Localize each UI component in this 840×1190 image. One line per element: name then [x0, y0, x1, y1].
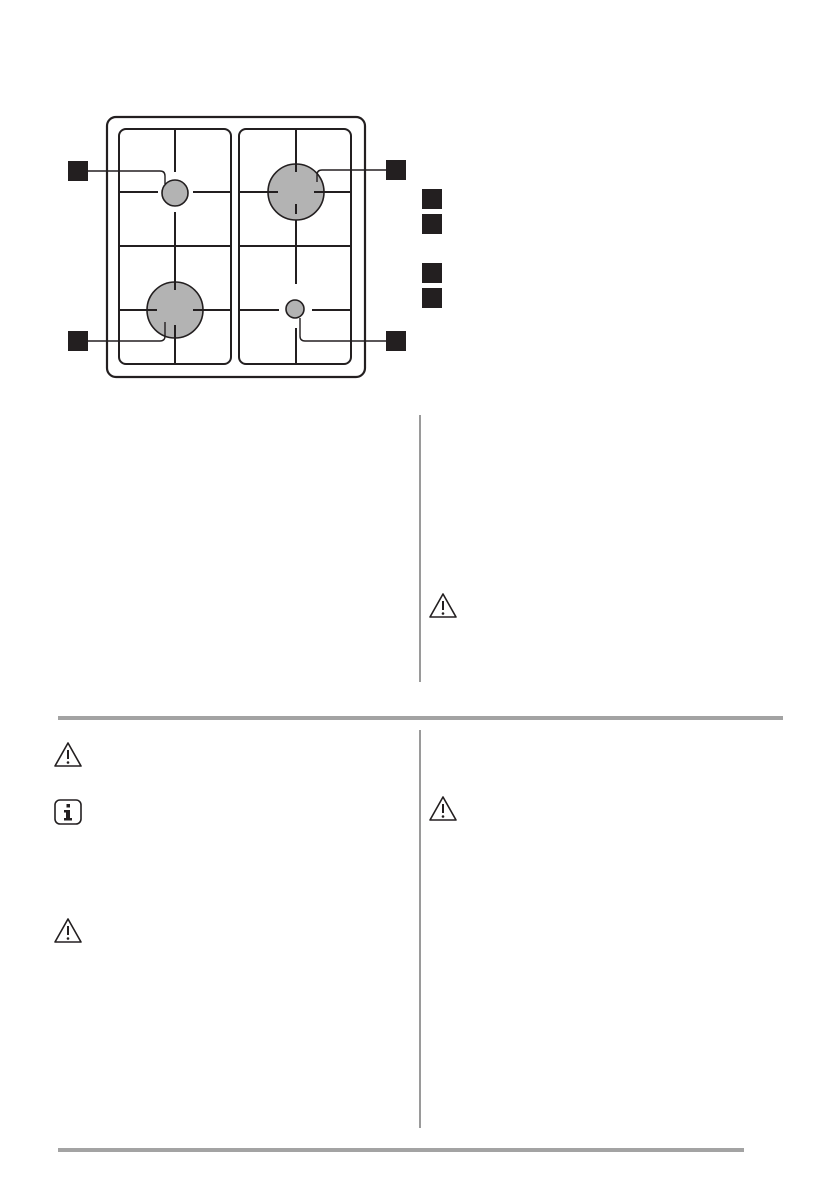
- hob-diagram: [55, 110, 415, 385]
- warning-icon: [53, 741, 83, 769]
- info-icon: [53, 798, 83, 826]
- column-divider-lower: [419, 730, 421, 1128]
- section-rule-upper: [58, 716, 783, 720]
- legend-marker-2: [422, 214, 442, 234]
- callout-marker-rear-left: [68, 161, 88, 181]
- column-divider-upper: [419, 415, 421, 682]
- section-rule-bottom: [58, 1148, 744, 1152]
- warning-icon: [428, 592, 458, 620]
- callout-marker-front-right: [386, 331, 406, 351]
- warning-icon: [53, 917, 83, 945]
- callout-marker-front-left: [68, 331, 88, 351]
- callout-marker-rear-right: [386, 160, 406, 180]
- legend-marker-3: [422, 263, 442, 283]
- warning-icon: [428, 795, 458, 823]
- legend-marker-4: [422, 288, 442, 308]
- legend-marker-1: [422, 189, 442, 209]
